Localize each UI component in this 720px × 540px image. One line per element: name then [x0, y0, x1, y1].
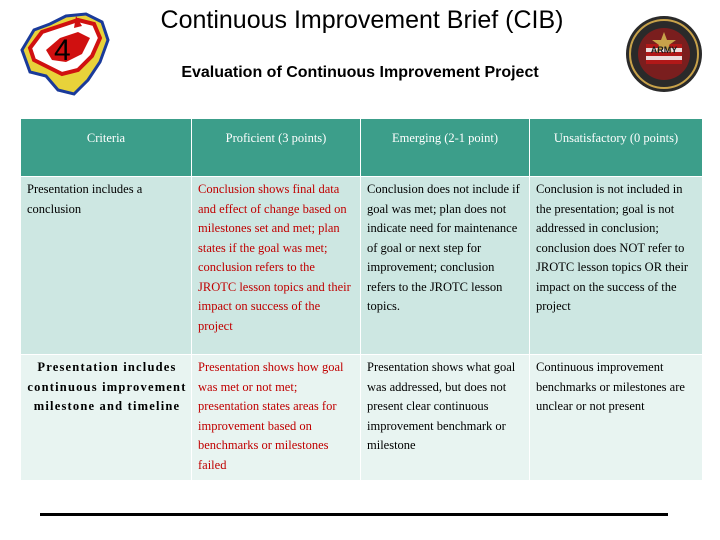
rubric-header-row [21, 119, 703, 177]
proficient-cell: Presentation shows how goal was met or not met; presentation states areas for improvement based on benchmarks or milestones failed [192, 355, 361, 481]
column-header-criteria: Criteria [21, 119, 192, 177]
badge-text: ARMY [650, 45, 678, 55]
bottom-divider [40, 513, 668, 516]
emerging-cell: Presentation shows what goal was addressed, but does not present clear continuous improvement benchmark or milestone [361, 355, 530, 481]
column-header-proficient: Proficient (3 points) [192, 119, 361, 177]
army-badge [624, 14, 704, 94]
criteria-cell: Presentation includes a conclusion [21, 177, 192, 355]
criteria-cell: Presentation includes continuous improvement milestone and timeline [21, 355, 192, 481]
table-row [21, 177, 703, 355]
unsatisfactory-cell: Conclusion is not included in the presentation; goal is not addressed in conclusion; conclusion does NOT refer to JROTC lesson topics OR their impact on the success of the project [530, 177, 703, 355]
column-header-emerging: Emerging (2-1 point) [361, 119, 530, 177]
state-logo [16, 10, 112, 100]
table-row [21, 355, 703, 481]
page-title: Continuous Improvement Brief (CIB) [160, 6, 564, 34]
proficient-cell: Conclusion shows final data and effect of change based on milestones set and met; plan states if the goal was met; conclusion refers to the JROTC lesson topics and their impact on success of the project [192, 177, 361, 355]
column-header-unsatisfactory: Unsatisfactory (0 points) [530, 119, 703, 177]
rubric-table [20, 118, 703, 481]
logo-number: 4 [54, 34, 71, 67]
emerging-cell: Conclusion does not include if goal was met; plan does not indicate need for maintenance of goal or next step for improvement; conclusion refers to the JROTC lesson topics. [361, 177, 530, 355]
unsatisfactory-cell: Continuous improvement benchmarks or milestones are unclear or not present [530, 355, 703, 481]
page-subtitle: Evaluation of Continuous Improvement Project [181, 64, 539, 81]
